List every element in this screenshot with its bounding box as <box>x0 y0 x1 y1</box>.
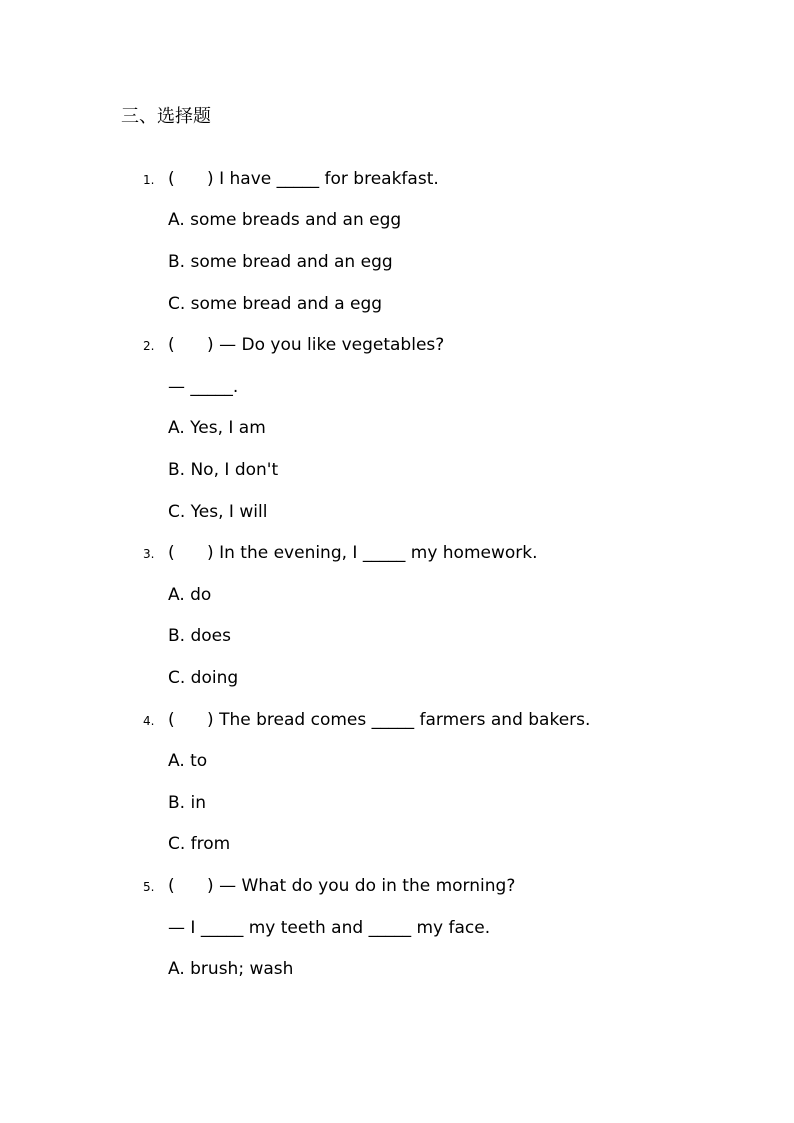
option-a: A. some breads and an egg <box>168 210 402 230</box>
question-reply: — I _____ my teeth and _____ my face. <box>168 918 491 938</box>
option-c: C. from <box>168 834 231 854</box>
question-stem: ( ) — What do you do in the morning? <box>168 876 516 896</box>
option-c: C. some bread and a egg <box>168 294 383 314</box>
option-a: A. do <box>168 585 212 605</box>
question-number: 2. <box>143 339 155 353</box>
option-a: A. brush; wash <box>168 959 294 979</box>
question-stem: ( ) — Do you like vegetables? <box>168 335 445 355</box>
question-stem: ( ) I have _____ for breakfast. <box>168 169 439 189</box>
option-c: C. doing <box>168 668 239 688</box>
question-number: 1. <box>143 173 155 187</box>
question-stem: ( ) In the evening, I _____ my homework. <box>168 543 538 563</box>
option-b: B. some bread and an egg <box>168 252 393 272</box>
option-a: A. Yes, I am <box>168 418 266 438</box>
question-number: 3. <box>143 547 155 561</box>
question-number: 5. <box>143 880 155 894</box>
section-title: 三、选择题 <box>121 106 211 127</box>
option-b: B. does <box>168 626 231 646</box>
question-number: 4. <box>143 714 155 728</box>
option-b: B. No, I don't <box>168 460 279 480</box>
option-a: A. to <box>168 751 208 771</box>
question-reply: — _____. <box>168 377 239 397</box>
question-stem: ( ) The bread comes _____ farmers and bakers. <box>168 710 591 730</box>
option-b: B. in <box>168 793 206 813</box>
option-c: C. Yes, I will <box>168 502 268 522</box>
